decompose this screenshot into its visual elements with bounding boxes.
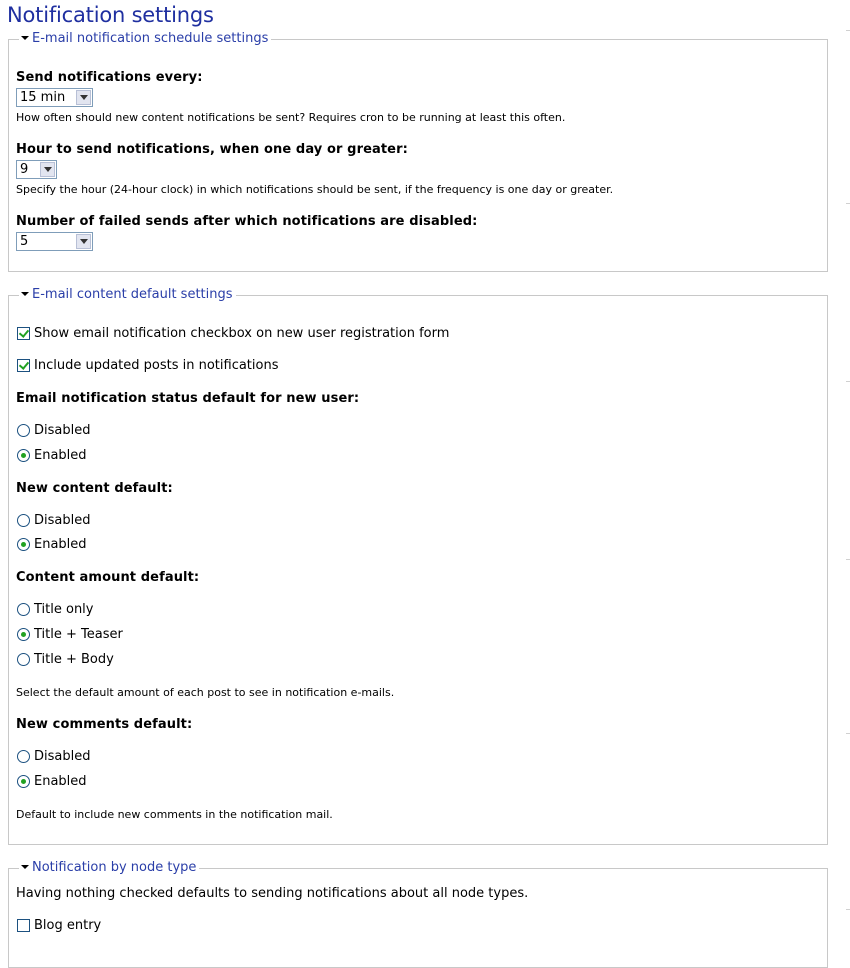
send-every-value: 15 min: [20, 90, 66, 105]
hour-desc: Specify the hour (24-hour clock) in which notifications should be sent, if the frequency is one day or greater.: [16, 183, 614, 196]
include-updated-label: Include updated posts in notifications: [34, 358, 279, 373]
status-disabled-label: Disabled: [34, 423, 91, 438]
new-content-enabled-label: Enabled: [34, 537, 87, 552]
include-updated-checkbox[interactable]: [17, 359, 30, 372]
amount-label: Content amount default:: [16, 570, 200, 585]
new-comments-label: New comments default:: [16, 717, 193, 732]
blog-entry-label: Blog entry: [34, 918, 102, 933]
collapse-triangle-icon: [21, 865, 29, 869]
amount-title-only-radio[interactable]: [17, 603, 30, 616]
hour-value: 9: [20, 162, 29, 177]
new-content-label: New content default:: [16, 481, 173, 496]
new-comments-disabled-label: Disabled: [34, 749, 91, 764]
amount-desc: Select the default amount of each post to see in notification e-mails.: [16, 686, 395, 699]
hour-select[interactable]: [16, 160, 57, 179]
amount-title-body-radio[interactable]: [17, 653, 30, 666]
chevron-down-icon: [76, 90, 91, 105]
status-enabled-radio[interactable]: [17, 449, 30, 462]
schedule-legend[interactable]: [19, 31, 271, 47]
status-disabled-radio[interactable]: [17, 424, 30, 437]
new-content-disabled-label: Disabled: [34, 513, 91, 528]
node-type-legend[interactable]: [19, 860, 199, 876]
amount-title-body-label: Title + Body: [34, 652, 114, 667]
new-content-disabled-radio[interactable]: [17, 514, 30, 527]
failed-label: Number of failed sends after which notifications are disabled:: [16, 214, 478, 229]
new-comments-enabled-label: Enabled: [34, 774, 87, 789]
show-checkbox-label: Show email notification checkbox on new user registration form: [34, 326, 450, 341]
chevron-down-icon: [76, 234, 91, 249]
status-enabled-label: Enabled: [34, 448, 87, 463]
content-legend-label: E-mail content default settings: [32, 287, 233, 302]
collapse-triangle-icon: [21, 36, 29, 40]
chevron-down-icon: [40, 162, 55, 177]
new-comments-desc: Default to include new comments in the notification mail.: [16, 808, 333, 821]
collapse-triangle-icon: [21, 292, 29, 296]
failed-value: 5: [20, 234, 29, 249]
send-every-desc: How often should new content notifications be sent? Requires cron to be running at least this often.: [16, 111, 566, 124]
content-legend[interactable]: [19, 287, 236, 303]
send-every-select[interactable]: [16, 88, 93, 107]
edge-divider: [846, 30, 850, 31]
new-content-enabled-radio[interactable]: [17, 538, 30, 551]
amount-title-teaser-label: Title + Teaser: [34, 627, 123, 642]
new-comments-enabled-radio[interactable]: [17, 775, 30, 788]
edge-divider: [846, 733, 850, 734]
edge-divider: [846, 381, 850, 382]
blog-entry-checkbox[interactable]: [17, 919, 30, 932]
schedule-legend-label: E-mail notification schedule settings: [32, 31, 269, 46]
amount-title-teaser-radio[interactable]: [17, 628, 30, 641]
edge-divider: [846, 909, 850, 910]
hour-label: Hour to send notifications, when one day or greater:: [16, 142, 408, 157]
show-checkbox[interactable]: [17, 327, 30, 340]
node-type-desc: Having nothing checked defaults to sending notifications about all node types.: [16, 886, 529, 901]
status-default-label: Email notification status default for new user:: [16, 391, 360, 406]
page-title: Notification settings: [7, 3, 214, 27]
edge-divider: [846, 203, 850, 204]
edge-divider: [846, 559, 850, 560]
amount-title-only-label: Title only: [34, 602, 94, 617]
node-type-fieldset: [8, 860, 828, 968]
send-every-label: Send notifications every:: [16, 70, 203, 85]
new-comments-disabled-radio[interactable]: [17, 750, 30, 763]
node-type-legend-label: Notification by node type: [32, 860, 197, 875]
failed-select[interactable]: [16, 232, 93, 251]
